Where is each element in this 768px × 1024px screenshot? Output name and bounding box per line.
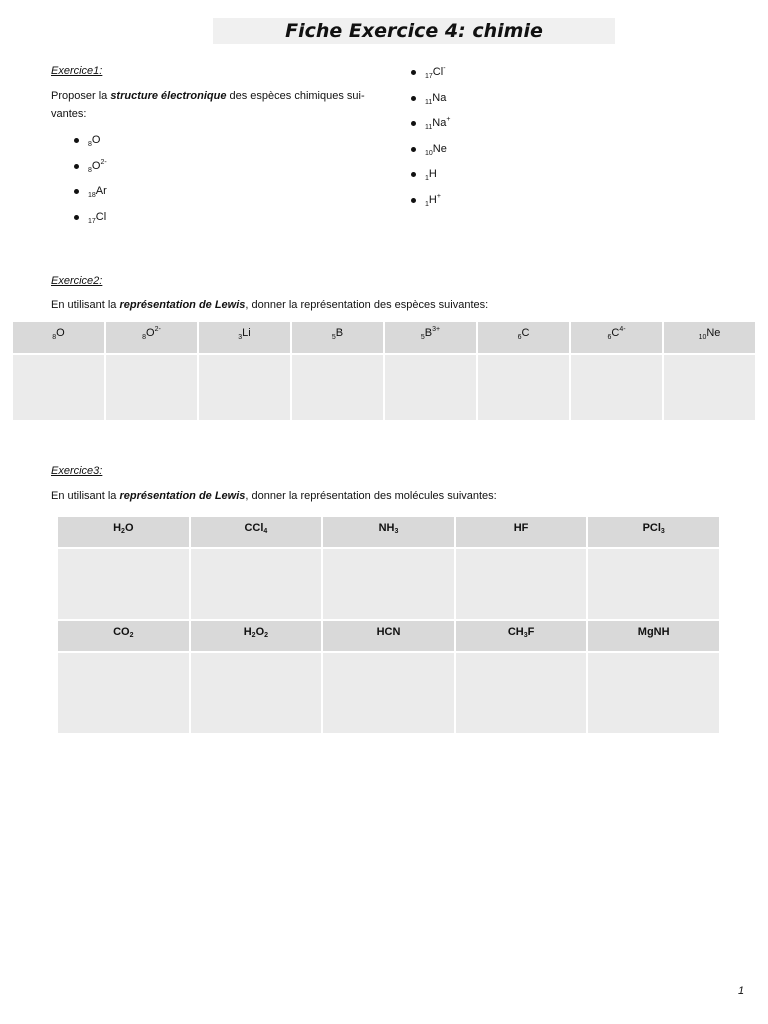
element-symbol: Na [432,91,447,104]
formula-text: CO [113,626,130,638]
species-item [411,141,450,167]
exercise2-prompt [51,296,651,314]
ion-charge: 3+ [432,326,441,333]
element-symbol: O [56,327,65,339]
atomic-number: 3 [238,334,243,341]
answer-cell [587,548,720,620]
atomic-number: 10 [425,149,433,157]
exercise2-table [11,320,757,422]
page-title: Fiche Exercice 4: chimie [213,18,615,44]
answer-cell [190,652,323,734]
element-symbol: O [146,327,155,339]
species-item [74,158,107,184]
answer-cell [570,354,663,421]
formula-subscript: 2 [264,632,269,639]
formula-subscript: 2 [129,632,134,639]
exercise1-prompt [51,87,381,123]
exercise1-prompt-start: Proposer la [51,90,111,102]
formula-subscript: 3 [523,632,528,639]
formula-subscript: 3 [660,528,665,535]
atomic-number: 18 [88,192,96,199]
element-symbol: C [521,327,530,339]
element-symbol: Ne [706,327,721,339]
atomic-number: 1 [425,175,429,182]
molecule-header-cell [455,620,588,652]
element-symbol: Na [432,117,447,129]
exercise2-prompt-bold: représentation de Lewis [119,299,246,311]
answer-cell [57,548,190,620]
species-header-cell [198,321,291,354]
formula-text: CCl [244,522,264,534]
answer-cell [477,354,570,421]
exercise1-heading: Exercice1: [51,65,103,77]
formula-text: NH [378,522,395,534]
atomic-number: 1 [425,200,429,208]
answer-cell [322,652,455,734]
answer-cell [322,548,455,620]
formula-text: F [527,626,535,638]
element-symbol: Ne [432,142,447,155]
ion-charge: + [446,116,451,123]
formula-text: H [243,626,252,638]
species-header-cell [105,321,198,354]
answer-cell [455,652,588,734]
exercise1-prompt-line2: vantes: [51,108,87,120]
exercise3-prompt-start: En utilisant la [51,490,120,502]
atomic-number: 8 [88,166,92,174]
molecule-header-cell [322,620,455,652]
formula-text: O [255,626,265,638]
element-symbol: B [335,327,344,339]
exercise2-prompt-start: En utilisant la [51,299,120,311]
element-symbol: Ar [95,185,107,197]
answer-cell [12,354,105,421]
formula-text: MgNH [637,626,670,638]
exercise1-right-list [411,64,450,217]
atomic-number: 10 [698,334,707,341]
page-number: 1 [738,985,745,997]
molecule-header-cell [587,516,720,548]
species-header-cell [663,321,756,354]
atomic-number: 11 [425,98,433,106]
formula-subscript: 2 [121,528,125,535]
species-item [74,183,107,209]
exercise3-heading: Exercice3: [51,465,103,477]
molecule-header-cell [587,620,720,652]
element-symbol: O [91,134,101,146]
molecule-header-cell [190,516,323,548]
species-header-cell [570,321,663,354]
answer-cell [384,354,477,421]
species-header-cell [291,321,384,354]
exercise3-prompt-bold: représentation de Lewis [119,490,246,502]
ion-charge: - [443,65,446,72]
answer-cell [587,652,720,734]
species-item [411,192,450,218]
answer-cell [57,652,190,734]
atomic-number: 5 [420,334,425,341]
atomic-number: 8 [88,141,92,148]
formula-text: PCl [642,522,661,534]
atomic-number: 8 [52,334,57,341]
species-header-cell [384,321,477,354]
atomic-number: 8 [142,334,147,341]
molecule-header-cell [455,516,588,548]
exercise2-prompt-end: , donner la représentation des espèces suivantes: [245,299,489,311]
formula-subscript: 3 [394,528,399,535]
species-header-cell [12,321,105,354]
answer-cell [291,354,384,421]
species-header-cell [477,321,570,354]
molecule-header-cell [322,516,455,548]
exercise3-table [56,515,721,735]
species-item [411,115,450,141]
exercise1-prompt-bold: structure électronique [110,90,227,102]
species-item [411,90,450,116]
exercise3-prompt-end: , donner la représentation des molécules suivantes: [245,490,497,502]
exercise1-left-list [74,132,107,234]
ion-charge: + [436,192,441,200]
element-symbol: O [91,159,101,172]
species-item [74,132,107,158]
answer-cell [105,354,198,421]
species-item [411,166,450,192]
exercise3-prompt [51,487,651,505]
species-item [74,209,107,235]
molecule-header-cell [57,620,190,652]
formula-text: H [113,522,122,534]
answer-cell [455,548,588,620]
element-symbol: H [428,193,437,206]
atomic-number: 6 [607,334,612,341]
atomic-number: 11 [425,124,433,131]
answer-cell [198,354,291,421]
ion-charge: 2- [154,326,161,333]
exercise2-heading: Exercice2: [51,275,103,287]
element-symbol: H [428,168,437,180]
formula-text: CH [507,626,524,638]
atomic-number: 5 [331,334,336,341]
atomic-number: 17 [88,217,96,225]
formula-text: HCN [376,626,401,638]
atomic-number: 6 [517,334,522,341]
exercise1-prompt-end: des espèces chimiques sui- [226,90,365,102]
answer-cell [663,354,756,421]
element-symbol: Li [242,327,251,339]
species-item [411,64,450,90]
element-symbol: Cl [95,210,107,223]
ion-charge: 2- [100,158,107,166]
atomic-number: 17 [425,73,433,80]
element-symbol: B [424,327,433,339]
formula-subscript: 4 [263,528,268,535]
molecule-header-cell [57,516,190,548]
answer-cell [190,548,323,620]
element-symbol: Cl [432,66,444,78]
formula-text: HF [513,522,529,534]
element-symbol: C [611,327,620,339]
formula-text: O [124,522,134,534]
ion-charge: 4- [619,326,626,333]
molecule-header-cell [190,620,323,652]
formula-subscript: 2 [251,632,256,639]
